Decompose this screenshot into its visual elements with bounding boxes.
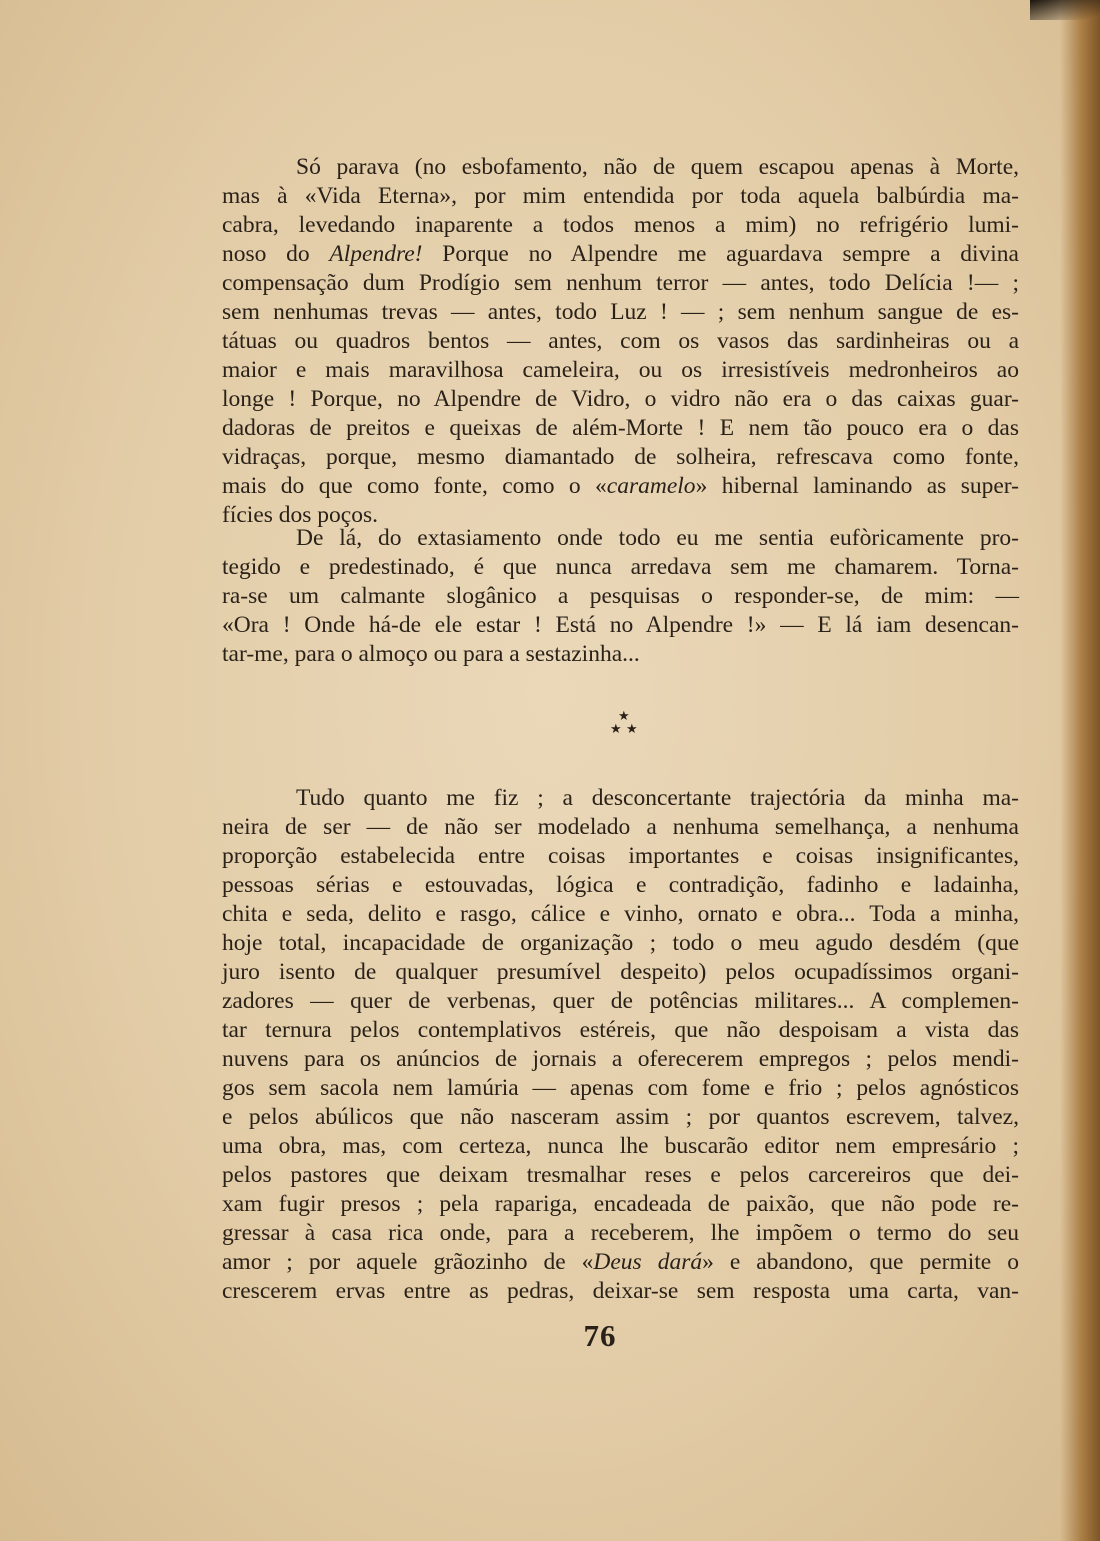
text-line: juro isento de qualquer presumível despeito) pelos ocupadíssimos organi- [222, 959, 1019, 985]
paragraph-1 [222, 153, 1019, 530]
text-line: tegido e predestinado, é que nunca arredava sem me chamarem. Torna- [222, 554, 1019, 580]
text-line: zadores — quer de verbenas, quer de potências militares... A complemen- [222, 988, 1019, 1014]
text-line: noso do Alpendre! Porque no Alpendre me aguardava sempre a divina [222, 241, 1019, 267]
page-edge-shadow [1060, 0, 1100, 1541]
text-line: gressar à casa rica onde, para a receberem, lhe impõem o termo do seu [222, 1220, 1019, 1246]
text-line: amor ; por aquele grãozinho de «Deus dará» e abandono, que permite o [222, 1249, 1019, 1275]
text-line: mas à «Vida Eterna», por mim entendida por toda aquela balbúrdia ma- [222, 183, 1019, 209]
text-line: Tudo quanto me fiz ; a desconcertante trajectória da minha ma- [296, 785, 1019, 811]
text-line: gos sem sacola nem lamúria — apenas com fome e frio ; pelos agnósticos [222, 1075, 1019, 1101]
text-line: proporção estabelecida entre coisas importantes e coisas insignificantes, [222, 843, 1019, 869]
text-line: tátuas ou quadros bentos — antes, com os vasos das sardinheiras ou a [222, 328, 1019, 354]
text-line: ra-se um calmante slogânico a pesquisas o responder-se, de mim: — [222, 583, 1019, 609]
text-line: sem nenhumas trevas — antes, todo Luz ! — ; sem nenhum sangue de es- [222, 299, 1019, 325]
text-line: maior e mais maravilhosa cameleira, ou os irresistíveis medronheiros ao [222, 357, 1019, 383]
page-corner-shadow [1030, 0, 1100, 20]
section-break-asterism [600, 710, 650, 744]
text-line: De lá, do extasiamento onde todo eu me sentia eufòricamente pro- [296, 525, 1019, 551]
text-line: compensação dum Prodígio sem nenhum terror — antes, todo Delícia !— ; [222, 270, 1019, 296]
text-line: pessoas sérias e estouvadas, lógica e contradição, fadinho e ladainha, [222, 872, 1019, 898]
asterism-star-left: ★ [610, 722, 622, 737]
text-line: nuvens para os anúncios de jornais a oferecerem empregos ; pelos mendi- [222, 1046, 1019, 1072]
text-line: uma obra, mas, com certeza, nunca lhe buscarão editor nem empresário ; [222, 1133, 1019, 1159]
paragraph-2 [222, 524, 1019, 669]
asterism-star-right: ★ [626, 722, 638, 737]
text-line: hoje total, incapacidade de organização ; todo o meu agudo desdém (que [222, 930, 1019, 956]
paragraph-3 [222, 784, 1019, 1306]
text-line: cabra, levedando inaparente a todos menos a mim) no refrigério lumi- [222, 212, 1019, 238]
text-line: dadoras de preitos e queixas de além-Morte ! E nem tão pouco era o das [222, 415, 1019, 441]
text-line: Só parava (no esbofamento, não de quem escapou apenas à Morte, [296, 154, 1019, 180]
text-line: pelos pastores que deixam tresmalhar reses e pelos carcereiros que dei- [222, 1162, 1019, 1188]
page-number: 76 [583, 1318, 617, 1353]
text-line: fícies dos poços. [222, 502, 378, 528]
text-line: tar-me, para o almoço ou para a sestazinha... [222, 641, 640, 667]
text-line: crescerem ervas entre as pedras, deixar-se sem resposta uma carta, van- [222, 1278, 1019, 1304]
text-line: longe ! Porque, no Alpendre de Vidro, o vidro não era o das caixas guar- [222, 386, 1019, 412]
text-line: vidraças, porque, mesmo diamantado de solheira, refrescava como fonte, [222, 444, 1019, 470]
text-line: tar ternura pelos contemplativos estéreis, que não despoisam a vista das [222, 1017, 1019, 1043]
asterism-star-top: ★ [618, 709, 630, 724]
text-line: e pelos abúlicos que não nasceram assim ; por quantos escrevem, talvez, [222, 1104, 1019, 1130]
text-line: neira de ser — de não ser modelado a nenhuma semelhança, a nenhuma [222, 814, 1019, 840]
text-line: chita e seda, delito e rasgo, cálice e vinho, ornato e obra... Toda a minha, [222, 901, 1019, 927]
text-line: «Ora ! Onde há-de ele estar ! Está no Alpendre !» — E lá iam desencan- [222, 612, 1019, 638]
text-line: mais do que como fonte, como o «caramelo» hibernal laminando as super- [222, 473, 1019, 499]
text-line: xam fugir presos ; pela rapariga, encadeada de paixão, que não pode re- [222, 1191, 1019, 1217]
